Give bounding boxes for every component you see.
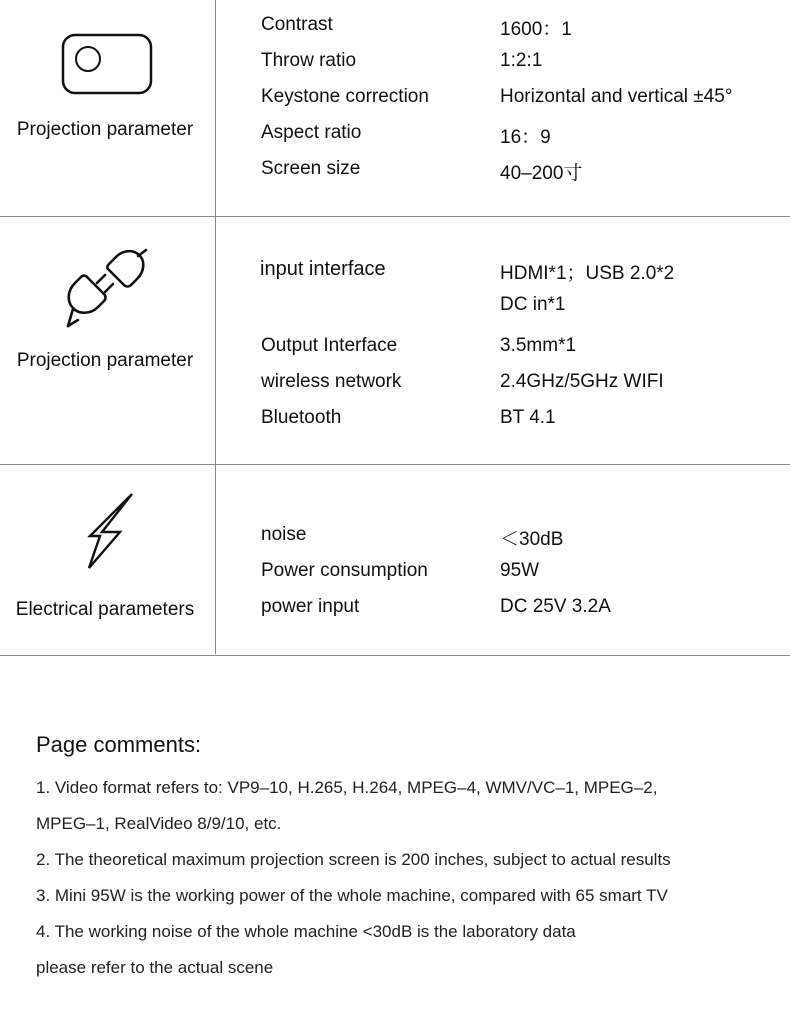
row-divider-1 <box>0 216 790 217</box>
spec-key: Keystone correction <box>261 86 429 107</box>
comment-line: please refer to the actual scene <box>36 958 274 977</box>
spec-key: Contrast <box>261 14 333 35</box>
comment-line: MPEG–1, RealVideo 8/9/10, etc. <box>36 814 282 833</box>
row-divider-2 <box>0 464 790 465</box>
spec-key: Throw ratio <box>261 50 357 71</box>
lightning-icon <box>86 492 136 577</box>
comment-line: 4. The working noise of the whole machine <30dB is the laboratory data <box>36 922 576 941</box>
spec-value: DC 25V 3.2A <box>500 596 611 617</box>
column-divider-1 <box>215 0 216 216</box>
spec-value: 1600：1 <box>500 19 572 40</box>
spec-key: Power consumption <box>261 560 428 581</box>
spec-value: 40–200寸 <box>500 163 583 184</box>
projector-icon <box>61 33 153 100</box>
category-label: Electrical parameters <box>15 599 195 620</box>
column-divider-2 <box>215 217 216 464</box>
spec-value: Horizontal and vertical ±45° <box>500 86 733 107</box>
spec-key: wireless network <box>261 371 402 392</box>
plug-icon <box>64 248 150 335</box>
comment-line: 1. Video format refers to: VP9–10, H.265, H.264, MPEG–4, WMV/VC–1, MPEG–2, <box>36 778 658 797</box>
spec-value: 95W <box>500 560 540 581</box>
comments-title: Page comments: <box>36 732 202 757</box>
spec-key: Output Interface <box>261 335 398 356</box>
column-divider-3 <box>215 465 216 654</box>
spec-value: 16：9 <box>500 127 551 148</box>
spec-value: 2.4GHz/5GHz WIFI <box>500 371 664 392</box>
spec-key: Screen size <box>261 158 361 179</box>
row-divider-3 <box>0 655 790 656</box>
spec-value: BT 4.1 <box>500 407 556 428</box>
spec-value: DC in*1 <box>500 294 566 315</box>
spec-value: HDMI*1；USB 2.0*2 <box>500 263 675 284</box>
spec-key: noise <box>261 524 307 545</box>
category-label: Projection parameter <box>16 350 194 371</box>
spec-key: power input <box>261 596 360 617</box>
spec-value: 3.5mm*1 <box>500 335 577 356</box>
spec-key: Bluetooth <box>261 407 342 428</box>
spec-value: ＜30dB <box>500 529 564 550</box>
spec-key: Aspect ratio <box>261 122 362 143</box>
spec-value: 1:2:1 <box>500 50 543 71</box>
comment-line: 2. The theoretical maximum projection screen is 200 inches, subject to actual results <box>36 850 671 869</box>
category-label: Projection parameter <box>16 119 194 140</box>
comment-line: 3. Mini 95W is the working power of the whole machine, compared with 65 smart TV <box>36 886 668 905</box>
spec-key: input interface <box>260 258 386 280</box>
